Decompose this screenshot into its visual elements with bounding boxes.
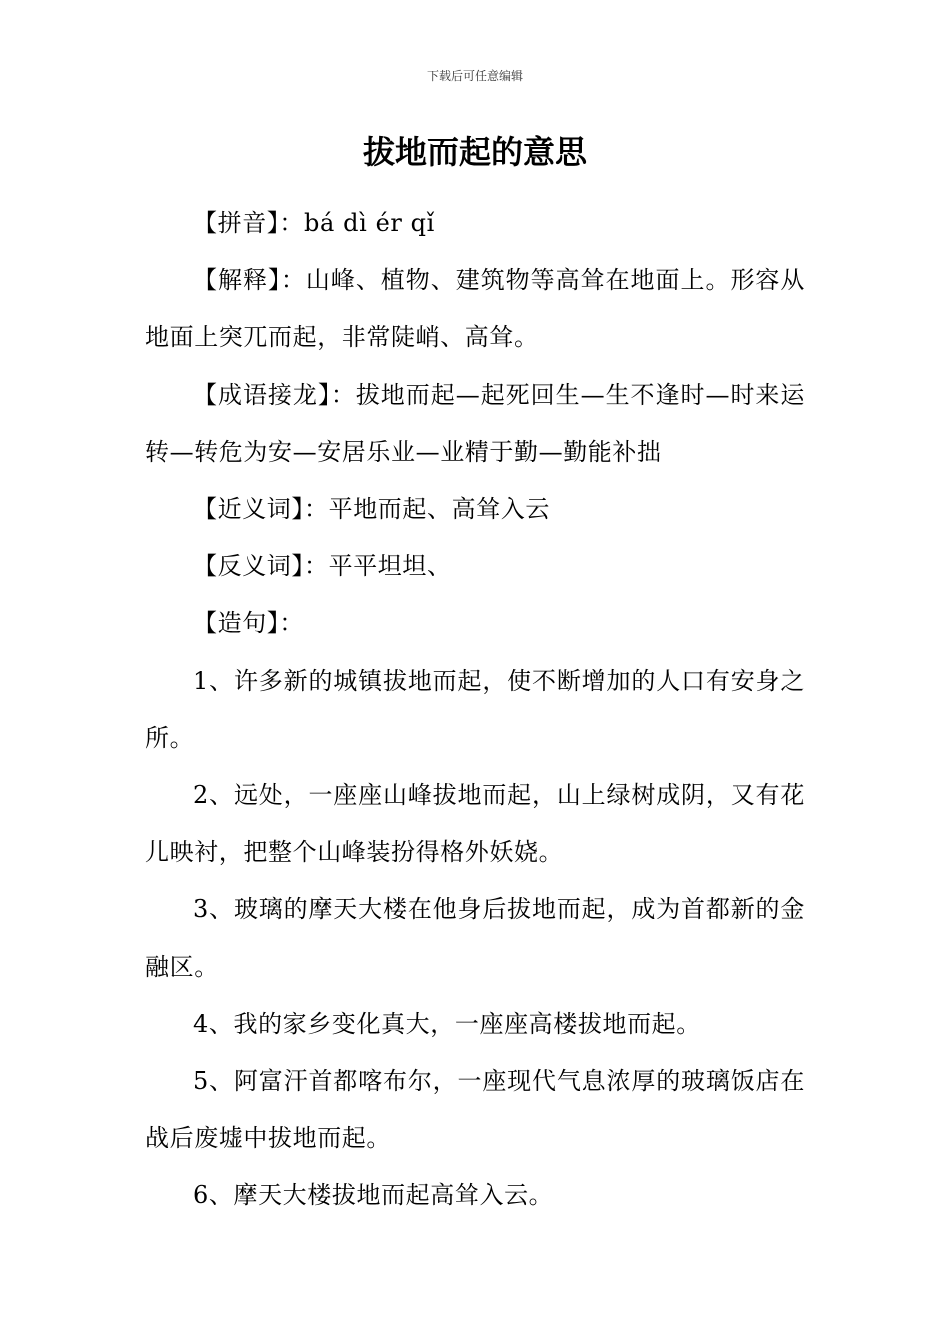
pinyin-label: 【拼音】: [193, 209, 280, 237]
synonyms-paragraph: [145, 481, 805, 538]
antonyms-text: ：平平坦坦、: [304, 552, 452, 581]
document-body: [145, 195, 805, 1225]
example-sentence-3: 3、玻璃的摩天大楼在他身后拔地而起，成为首都新的金融区。: [145, 895, 805, 981]
antonyms-label: 【反义词】: [193, 552, 304, 581]
example-sentence-5: 5、阿富汗首都喀布尔，一座现代气息浓厚的玻璃饭店在战后废墟中拔地而起。: [145, 1067, 805, 1153]
pinyin-paragraph: [145, 195, 805, 252]
synonyms-label: 【近义词】: [193, 495, 304, 524]
explanation-label: 【解释】: [193, 266, 281, 295]
header-note: 下载后可任意编辑: [426, 69, 523, 83]
example-sentence-2: 2、远处，一座座山峰拔地而起，山上绿树成阴，又有花儿映衬，把整个山峰装扮得格外妖娆。: [145, 781, 805, 867]
synonyms-text: ：平地而起、高耸入云: [304, 495, 550, 524]
explanation-paragraph: [145, 252, 805, 366]
example-sentences-text: ：: [279, 609, 305, 638]
example-sentence-4: 4、我的家乡变化真大，一座座高楼拔地而起。: [193, 1009, 701, 1038]
example-sentence-1: 1、许多新的城镇拔地而起，使不断增加的人口有安身之所。: [145, 666, 805, 752]
page-title: 拔地而起的意思: [362, 133, 587, 171]
idiom-chain-label: 【成语接龙】: [193, 380, 331, 409]
idiom-chain-paragraph: [145, 367, 805, 481]
pinyin-text: ：bá dì ér qǐ: [279, 209, 435, 237]
explanation-text: ：山峰、植物、建筑物等高耸在地面上。形容从地面上突兀而起，非常陡峭、高耸。: [145, 266, 805, 352]
example-sentences-label: 【造句】: [193, 609, 280, 638]
idiom-chain-text: ：拔地而起—起死回生—生不逢时—时来运转—转危为安—安居乐业—业精于勤—勤能补拙: [145, 380, 805, 466]
example-sentences-paragraph: [145, 595, 805, 652]
example-sentence-6: 6、摩天大楼拔地而起高耸入云。: [193, 1181, 554, 1210]
antonyms-paragraph: [145, 538, 805, 595]
